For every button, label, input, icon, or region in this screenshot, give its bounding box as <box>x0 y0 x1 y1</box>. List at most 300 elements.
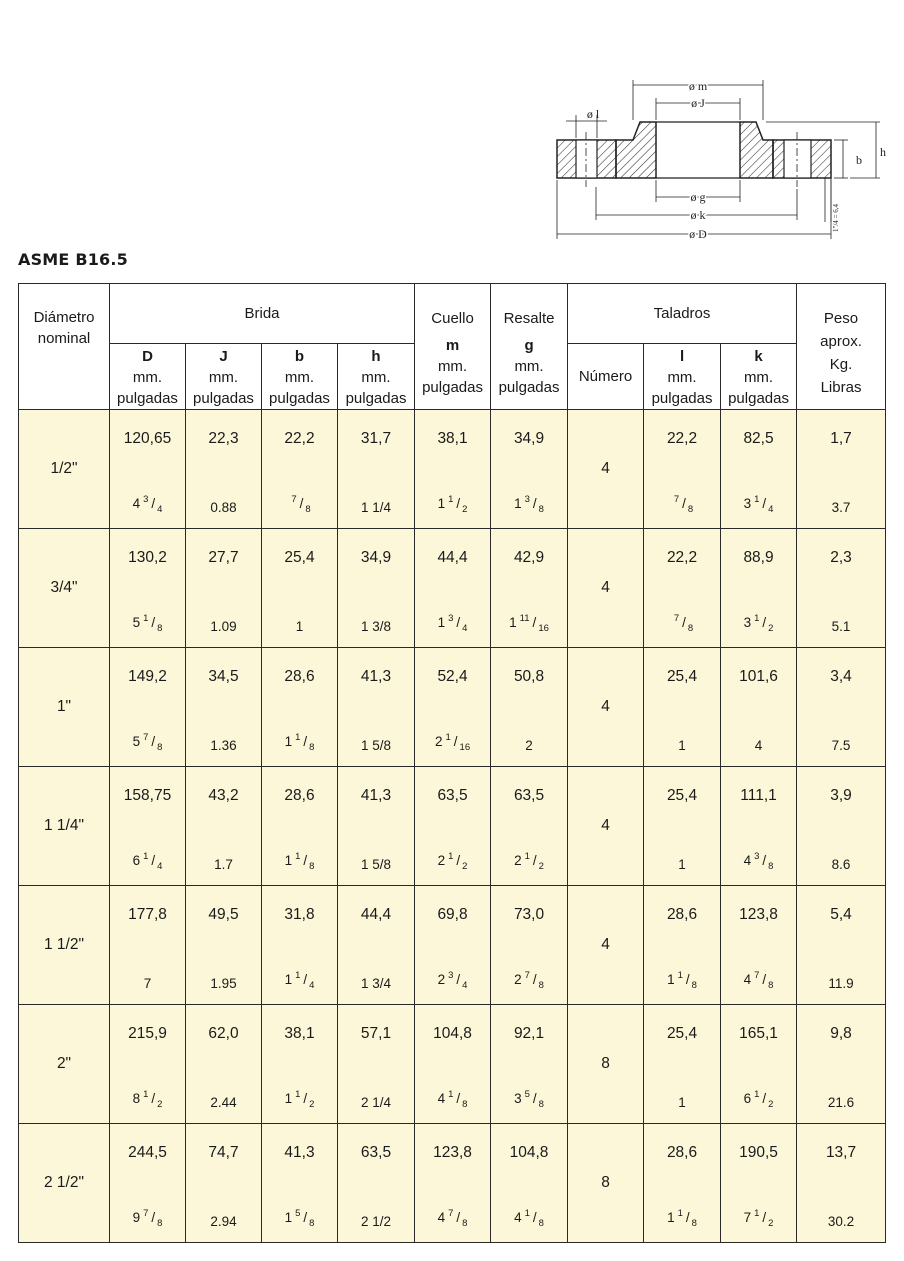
value-b-mm: 38,1 <box>284 1025 315 1042</box>
cell-D <box>110 886 186 1005</box>
fraction-slash: / <box>456 1091 461 1106</box>
value-lb: 3.7 <box>831 500 851 515</box>
cell-k <box>721 1124 797 1243</box>
fraction-slash: / <box>151 615 156 630</box>
cell-J <box>186 1005 262 1124</box>
header-sym-D: D <box>142 348 153 365</box>
value-b-in <box>285 970 315 991</box>
flange-hub-right <box>740 122 773 178</box>
header-pulgadas-g: pulgadas <box>498 379 560 396</box>
cell-numero: 4 <box>568 886 644 1005</box>
fraction-whole: 1 <box>514 496 522 511</box>
value-k-in: 4 <box>754 738 763 753</box>
fraction-whole: 1 <box>284 1091 293 1106</box>
value-l-in <box>667 970 697 991</box>
value-m-mm: 52,4 <box>437 668 468 685</box>
value-J-in: 2.94 <box>210 1214 237 1229</box>
cell-g <box>491 886 568 1005</box>
fraction-numerator: 7 <box>143 732 149 743</box>
fraction-denominator: 4 <box>462 980 468 991</box>
cell-h-content <box>338 648 414 766</box>
cell-peso-content <box>797 529 885 647</box>
value-g-in <box>514 1089 544 1110</box>
value-k-mm: 101,6 <box>739 668 778 685</box>
fraction-whole: 3 <box>514 1091 522 1106</box>
value-m-mm: 104,8 <box>433 1025 472 1042</box>
header-mm-h: mm. <box>361 369 391 386</box>
fraction-slash: / <box>762 496 767 511</box>
value-g-mm: 104,8 <box>509 1144 549 1161</box>
dim-k-label: ø k <box>690 208 706 222</box>
fraction-whole: 4 <box>437 1210 446 1225</box>
cell-m <box>415 886 491 1005</box>
value-D-mm: 130,2 <box>128 549 167 566</box>
table-row <box>19 410 886 529</box>
cell-nominal: 1" <box>19 648 110 767</box>
fraction-numerator: 1 <box>448 494 454 505</box>
value-J-mm: 22,3 <box>208 430 239 447</box>
value-k-mm: 88,9 <box>743 549 774 566</box>
value-l-in: 1 <box>678 738 686 753</box>
fraction-numerator: 1 <box>677 1208 683 1219</box>
fraction-slash: / <box>762 1091 767 1106</box>
fraction-slash: / <box>299 496 304 511</box>
fraction-denominator: 8 <box>538 1218 544 1229</box>
table-row <box>19 886 886 1005</box>
value-g-mm: 34,9 <box>513 430 545 447</box>
cell-D-content <box>110 886 185 1004</box>
cell-h <box>338 1124 415 1243</box>
fraction-whole: 2 <box>437 853 446 868</box>
value-m-in <box>438 970 468 991</box>
cell-peso-content <box>797 1005 885 1123</box>
cell-g-content <box>491 1124 567 1242</box>
fraction-denominator: 8 <box>462 1099 468 1110</box>
fraction-numerator: 1 <box>445 732 451 743</box>
fraction-numerator: 3 <box>143 494 149 505</box>
fraction-slash: / <box>456 496 461 511</box>
fraction-numerator: 1 <box>524 851 530 862</box>
fraction-numerator: 5 <box>295 1208 301 1219</box>
cell-b-content <box>262 767 337 885</box>
fraction-denominator: 8 <box>157 623 163 634</box>
value-b-in <box>285 732 315 753</box>
value-m-in <box>438 613 468 634</box>
fraction-numerator: 1 <box>295 732 301 743</box>
cell-l-content <box>644 648 720 766</box>
cell-numero: 4 <box>568 410 644 529</box>
value-h-mm: 41,3 <box>360 787 392 804</box>
value-D-in <box>133 613 163 634</box>
table-row <box>19 767 886 886</box>
header-cuello-label: Cuello <box>431 310 474 327</box>
value-h-in: 1 5/8 <box>361 738 392 753</box>
value-m-mm: 123,8 <box>433 1144 472 1161</box>
fraction-whole: 6 <box>743 1091 752 1106</box>
cell-b <box>262 1124 338 1243</box>
cell-m-content <box>415 1005 490 1123</box>
cell-peso-content <box>797 410 885 528</box>
value-m-in <box>435 732 470 753</box>
cell-m-content <box>415 1124 490 1242</box>
cell-k-content <box>721 410 796 528</box>
cell-b <box>262 410 338 529</box>
fraction-numerator: 1 <box>295 1089 301 1100</box>
fraction-numerator: 3 <box>448 970 454 981</box>
value-m-in <box>438 1208 468 1229</box>
cell-m-content <box>415 648 490 766</box>
cell-D-content <box>110 410 185 528</box>
cell-peso-content <box>797 886 885 1004</box>
header-resalte <box>491 284 568 410</box>
cell-b-content <box>262 886 337 1004</box>
fraction-whole: 2 <box>514 972 522 987</box>
cell-peso <box>797 1005 886 1124</box>
cell-h-content <box>338 529 414 647</box>
value-m-in <box>438 1089 468 1110</box>
value-kg: 3,4 <box>830 668 852 685</box>
cell-l-content <box>644 410 720 528</box>
cell-l <box>644 648 721 767</box>
cell-b <box>262 767 338 886</box>
cell-g-content <box>491 529 567 647</box>
value-l-mm: 25,4 <box>666 787 698 804</box>
header-sym-J: J <box>219 348 228 365</box>
cell-l-content <box>644 886 720 1004</box>
cell-m-content <box>415 410 490 528</box>
value-D-mm: 177,8 <box>128 906 167 923</box>
value-J-mm: 74,7 <box>208 1144 239 1161</box>
header-b <box>262 344 338 410</box>
cell-numero: 8 <box>568 1005 644 1124</box>
cell-g <box>491 767 568 886</box>
cell-peso <box>797 410 886 529</box>
fraction-whole: 8 <box>132 1091 141 1106</box>
header-mm-k: mm. <box>743 369 774 386</box>
fraction-numerator: 7 <box>524 970 530 981</box>
fraction-slash: / <box>762 853 767 868</box>
fraction-numerator: 1 <box>754 494 760 505</box>
fraction-denominator: 4 <box>157 504 163 515</box>
cell-D <box>110 767 186 886</box>
cell-peso <box>797 1124 886 1243</box>
cell-J-content <box>186 648 261 766</box>
value-D-mm: 215,9 <box>128 1025 167 1042</box>
cell-peso <box>797 886 886 1005</box>
fraction-numerator: 7 <box>754 970 760 981</box>
cell-b <box>262 529 338 648</box>
header-mm-J: mm. <box>208 369 239 386</box>
header-libras: Libras <box>820 379 862 396</box>
cell-D-content <box>110 529 185 647</box>
cell-J <box>186 648 262 767</box>
cell-l-content <box>644 1005 720 1123</box>
cell-l-content <box>644 529 720 647</box>
value-l-in <box>671 613 693 634</box>
header-pulgadas-h: pulgadas <box>345 390 407 407</box>
value-h-in: 1 1/4 <box>361 500 392 515</box>
fraction-denominator: 8 <box>538 980 544 991</box>
cell-b-content <box>262 410 337 528</box>
fraction-numerator: 1 <box>524 1208 530 1219</box>
cell-m <box>415 648 491 767</box>
value-m-mm: 63,5 <box>437 787 468 804</box>
dim-h-label: h <box>880 145 886 159</box>
value-b-mm: 41,3 <box>284 1144 315 1161</box>
fraction-denominator: 8 <box>687 623 694 634</box>
cell-J-content <box>186 1124 261 1242</box>
value-J-mm: 62,0 <box>208 1025 239 1042</box>
header-numero: Número <box>568 344 644 410</box>
cell-m <box>415 1005 491 1124</box>
fraction-whole: 1 <box>284 972 293 987</box>
value-l-mm: 22,2 <box>666 549 698 566</box>
table-row <box>19 529 886 648</box>
fraction-numerator: 7 <box>448 1208 454 1219</box>
header-kg: Kg. <box>829 356 853 373</box>
fraction-slash: / <box>532 853 537 868</box>
cell-g-content <box>491 886 567 1004</box>
fraction-slash: / <box>151 734 156 749</box>
header-k <box>721 344 797 410</box>
fraction-whole: 4 <box>437 1091 446 1106</box>
value-h-mm: 31,7 <box>360 430 392 447</box>
dim-side-note: 1"/4 = 6,4 <box>832 204 840 232</box>
fraction-numerator: 5 <box>524 1089 530 1100</box>
cell-nominal: 2" <box>19 1005 110 1124</box>
header-mm-g: mm. <box>514 358 544 375</box>
cell-k-content <box>721 886 796 1004</box>
cell-b-content <box>262 1005 337 1123</box>
cell-D-content <box>110 1005 185 1123</box>
fraction-denominator: 8 <box>687 504 694 515</box>
cell-m-content <box>415 529 490 647</box>
fraction-denominator: 8 <box>309 1218 315 1229</box>
fraction-denominator: 2 <box>462 861 468 872</box>
header-sym-h: h <box>371 348 381 365</box>
fraction-numerator: 7 <box>143 1208 149 1219</box>
value-g-in: 2 <box>525 738 533 753</box>
flange-hub-left <box>616 122 656 178</box>
fraction-whole: 4 <box>132 496 141 511</box>
fraction-denominator: 16 <box>538 623 549 634</box>
fraction-denominator: 8 <box>768 861 774 872</box>
header-peso <box>797 284 886 410</box>
header-peso-line1: Peso <box>823 310 859 327</box>
cell-b-content <box>262 1124 337 1242</box>
cell-h <box>338 886 415 1005</box>
fraction-whole: 2 <box>434 734 443 749</box>
value-kg: 3,9 <box>830 787 852 804</box>
value-D-in <box>133 1089 163 1110</box>
cell-l <box>644 767 721 886</box>
value-k-mm: 165,1 <box>739 1025 778 1042</box>
fraction-whole: 4 <box>514 1210 522 1225</box>
fraction-denominator: 8 <box>157 1218 163 1229</box>
value-k-in <box>744 613 774 634</box>
cell-k-content <box>721 1005 796 1123</box>
cell-numero: 4 <box>568 529 644 648</box>
value-k-mm: 190,5 <box>739 1144 778 1161</box>
value-b-in <box>285 1089 315 1110</box>
fraction-whole: 9 <box>132 1210 141 1225</box>
fraction-slash: / <box>456 853 461 868</box>
header-l <box>644 344 721 410</box>
cell-k <box>721 410 797 529</box>
value-kg: 9,8 <box>830 1025 852 1042</box>
value-lb: 8.6 <box>831 857 851 872</box>
value-h-in: 2 1/4 <box>361 1095 392 1110</box>
fraction-slash: / <box>151 1091 156 1106</box>
value-J-mm: 49,5 <box>208 906 239 923</box>
cell-h-content <box>338 886 414 1004</box>
fraction-slash: / <box>456 972 461 987</box>
cell-k <box>721 1005 797 1124</box>
cell-g <box>491 1124 568 1243</box>
value-m-mm: 38,1 <box>437 430 468 447</box>
fraction-denominator: 2 <box>768 1099 774 1110</box>
header-brida: Brida <box>110 284 415 344</box>
value-h-mm: 63,5 <box>360 1144 392 1161</box>
fraction-slash: / <box>151 1210 156 1225</box>
value-k-in <box>744 494 774 515</box>
fraction-numerator: 7 <box>291 494 297 505</box>
fraction-slash: / <box>453 734 458 749</box>
cell-b <box>262 1005 338 1124</box>
cell-D <box>110 410 186 529</box>
value-lb: 30.2 <box>827 1214 855 1229</box>
value-g-in <box>509 613 549 634</box>
value-J-in: 1.36 <box>210 738 237 753</box>
fraction-numerator: 11 <box>519 613 530 624</box>
fraction-numerator: 3 <box>754 851 760 862</box>
fraction-slash: / <box>532 972 537 987</box>
fraction-numerator: 1 <box>448 851 454 862</box>
fraction-whole: 1 <box>284 1210 293 1225</box>
fraction-slash: / <box>151 496 156 511</box>
fraction-denominator: 4 <box>157 861 163 872</box>
value-J-mm: 43,2 <box>208 787 239 804</box>
cell-b <box>262 886 338 1005</box>
header-mm-D: mm. <box>132 369 163 386</box>
fraction-denominator: 8 <box>691 980 697 991</box>
fraction-denominator: 2 <box>538 861 544 872</box>
fraction-numerator: 3 <box>524 494 530 505</box>
value-g-in <box>514 1208 544 1229</box>
cell-J <box>186 529 262 648</box>
cell-peso-content <box>797 1124 885 1242</box>
header-sym-l: l <box>679 348 685 365</box>
value-J-in: 1.7 <box>214 857 233 872</box>
table-row <box>19 1124 886 1243</box>
header-h <box>338 344 415 410</box>
fraction-denominator: 8 <box>157 742 163 753</box>
cell-l <box>644 529 721 648</box>
fraction-numerator: 1 <box>677 970 683 981</box>
value-m-mm: 69,8 <box>437 906 468 923</box>
value-h-in: 2 1/2 <box>361 1214 392 1229</box>
fraction-denominator: 8 <box>538 504 544 515</box>
fraction-whole: 1 <box>667 972 675 987</box>
cell-k-content <box>721 767 796 885</box>
value-lb: 21.6 <box>827 1095 855 1110</box>
cell-h-content <box>338 1124 414 1242</box>
header-sym-k: k <box>754 348 763 365</box>
fraction-slash: / <box>685 1210 690 1225</box>
value-g-mm: 63,5 <box>513 787 545 804</box>
fraction-slash: / <box>532 1210 537 1225</box>
value-k-in <box>744 1208 774 1229</box>
fraction-denominator: 4 <box>462 623 468 634</box>
cell-m <box>415 1124 491 1243</box>
fraction-numerator: 3 <box>448 613 454 624</box>
fraction-denominator: 16 <box>459 742 471 753</box>
cell-l <box>644 1005 721 1124</box>
header-pulgadas-k: pulgadas <box>728 390 789 407</box>
value-b-mm: 25,4 <box>284 549 315 566</box>
header-sym-g: g <box>524 337 534 354</box>
fraction-denominator: 8 <box>309 742 315 753</box>
cell-J <box>186 1124 262 1243</box>
cell-peso-content <box>797 648 885 766</box>
value-g-in <box>514 851 544 872</box>
fraction-numerator: 1 <box>754 1089 760 1100</box>
fraction-denominator: 2 <box>768 623 774 634</box>
value-k-in <box>744 851 774 872</box>
value-g-mm: 42,9 <box>513 549 545 566</box>
fraction-whole: 1 <box>509 615 517 630</box>
value-D-mm: 149,2 <box>128 668 167 685</box>
value-D-mm: 120,65 <box>123 430 172 447</box>
value-J-in: 1.09 <box>210 619 237 634</box>
cell-h <box>338 410 415 529</box>
value-h-mm: 41,3 <box>360 668 392 685</box>
header-pulgadas-J: pulgadas <box>193 390 254 407</box>
cell-nominal: 1 1/4" <box>19 767 110 886</box>
value-J-in: 2.44 <box>210 1095 237 1110</box>
fraction-slash: / <box>532 615 537 630</box>
fraction-slash: / <box>682 496 686 511</box>
value-k-in <box>744 970 774 991</box>
cell-k-content <box>721 1124 796 1242</box>
value-g-mm: 92,1 <box>513 1025 545 1042</box>
fraction-whole: 1 <box>284 853 293 868</box>
header-pulgadas-D: pulgadas <box>117 390 178 407</box>
value-m-in <box>438 851 468 872</box>
cell-h <box>338 1005 415 1124</box>
fraction-numerator: 1 <box>143 613 149 624</box>
value-h-in: 1 3/8 <box>361 619 392 634</box>
cell-h-content <box>338 410 414 528</box>
fraction-numerator: 1 <box>754 1208 760 1219</box>
cell-J-content <box>186 886 261 1004</box>
fraction-denominator: 8 <box>768 980 774 991</box>
fraction-whole: 1 <box>437 615 446 630</box>
fraction-numerator: 1 <box>295 851 301 862</box>
fraction-numerator: 1 <box>143 1089 149 1100</box>
cell-h <box>338 767 415 886</box>
page-title: ASME B16.5 <box>18 250 128 269</box>
bolt-hole-left <box>576 140 597 178</box>
value-h-mm: 34,9 <box>360 549 392 566</box>
cell-J-content <box>186 1005 261 1123</box>
value-D-in: 7 <box>143 976 152 991</box>
fraction-whole: 2 <box>437 972 446 987</box>
fraction-whole: 1 <box>437 496 446 511</box>
fraction-whole: 5 <box>132 615 141 630</box>
value-l-in <box>671 494 693 515</box>
cell-g-content <box>491 648 567 766</box>
